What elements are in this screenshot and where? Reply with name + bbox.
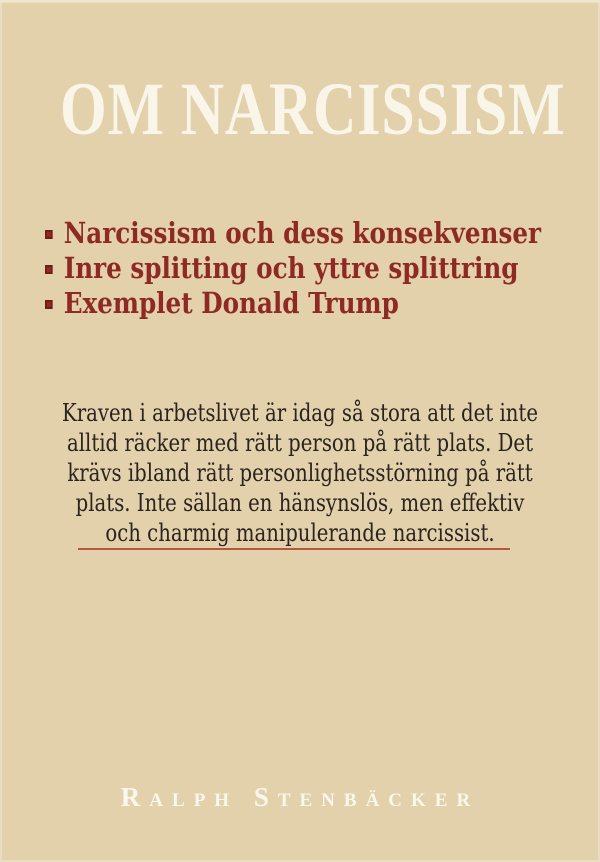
blurb-line: krävs ibland rätt personlighetsstörning på rätt	[67, 459, 533, 487]
author-name: Ralph Stenbäcker	[120, 782, 480, 812]
blurb-line: och charmig manipulerande narcissist.	[105, 519, 495, 547]
blurb-line: Kraven i arbetslivet är idag så stora att det inte	[62, 399, 538, 427]
list-item	[45, 251, 541, 286]
list-item	[45, 286, 541, 321]
back-blurb	[54, 398, 546, 548]
blurb-line: plats. Inte sällan en hänsynslös, men effektiv	[75, 489, 525, 517]
bullet-square-icon	[45, 265, 53, 274]
blurb-underline-rule	[78, 548, 510, 550]
bullet-label: Exemplet Donald Trump	[63, 286, 399, 320]
topic-bullet-list	[45, 216, 541, 321]
book-title: OM NARCISSISM	[60, 68, 566, 151]
list-item	[45, 216, 541, 251]
bullet-label: Inre splitting och yttre splittring	[63, 251, 519, 285]
bullet-label: Narcissism och dess konsekvenser	[63, 216, 542, 250]
bullet-square-icon	[45, 300, 53, 309]
blurb-line: alltid räcker med rätt person på rätt plats. Det	[67, 429, 533, 457]
bullet-square-icon	[45, 230, 53, 239]
